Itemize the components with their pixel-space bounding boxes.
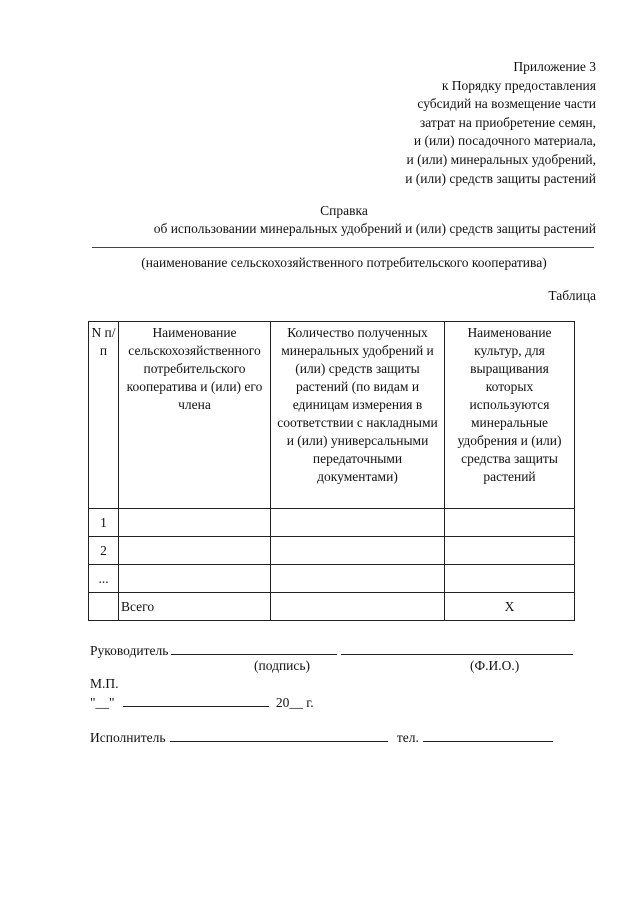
report-table — [88, 321, 575, 621]
stamp-label: М.П. — [90, 676, 119, 691]
header-number: N п/п — [89, 322, 119, 509]
table-cell — [271, 509, 445, 537]
table-cell: 1 — [89, 509, 119, 537]
appendix-line: субсидий на возмещение части — [417, 96, 596, 112]
executor-line — [170, 727, 388, 742]
name-caption: (Ф.И.О.) — [470, 658, 520, 673]
total-label: Всего — [119, 593, 271, 621]
table-total-row — [89, 593, 575, 621]
reference-subtitle: об использовании минеральных удобрений и (или) средств защиты растений — [153, 221, 596, 236]
date-year: 20__ г. — [275, 695, 314, 710]
table-cell — [445, 565, 575, 593]
table-header-row — [89, 322, 575, 509]
header-member: Наименование сельскохозяйственного потребительского кооператива и (или) его члена — [119, 322, 271, 509]
table-cell — [271, 537, 445, 565]
appendix-line: и (или) посадочного материала, — [413, 133, 596, 149]
table-cell — [445, 509, 575, 537]
appendix-line: и (или) минеральных удобрений, — [406, 151, 596, 167]
executor-label: Исполнитель — [90, 730, 166, 745]
table-cell: ... — [89, 565, 119, 593]
date-day: "__" — [90, 695, 115, 710]
table-cell — [271, 565, 445, 593]
head-signature-line — [171, 640, 337, 655]
date-row — [90, 692, 314, 712]
table-label: Таблица — [548, 288, 596, 303]
sign-caption: (подпись) — [254, 658, 311, 673]
appendix-line: к Порядку предоставления — [441, 77, 596, 93]
header-crops: Наименование культур, для выращивания которых используются минеральные удобрения и (или) средства защиты растений — [445, 322, 575, 509]
head-label: Руководитель — [90, 643, 169, 658]
total-crops-mark: X — [445, 593, 575, 621]
table-cell — [271, 593, 445, 621]
phone-line — [423, 727, 553, 742]
table-cell — [89, 593, 119, 621]
coop-caption: (наименование сельскохозяйственного потребительского кооператива) — [141, 255, 547, 270]
coop-name-line — [92, 247, 594, 248]
table-row — [89, 565, 575, 593]
table-cell — [119, 537, 271, 565]
appendix-line: и (или) средств защиты растений — [405, 170, 596, 186]
table-cell — [119, 509, 271, 537]
table-cell: 2 — [89, 537, 119, 565]
date-month-line — [123, 692, 269, 707]
phone-label: тел. — [396, 730, 419, 745]
appendix-line: Приложение 3 — [513, 59, 596, 74]
appendix-line: затрат на приобретение семян, — [419, 114, 596, 130]
reference-title: Справка — [320, 203, 368, 218]
executor-row — [90, 727, 553, 747]
head-name-line — [341, 640, 573, 655]
table-cell — [445, 537, 575, 565]
table-row — [89, 537, 575, 565]
appendix-block — [296, 58, 596, 188]
header-quantity: Количество полученных минеральных удобрений и (или) средств защиты растений (по видам и единицам измерения в соответствии с накладными и (или) универсальными передаточными документами) — [271, 322, 445, 509]
table-row — [89, 509, 575, 537]
table-cell — [119, 565, 271, 593]
